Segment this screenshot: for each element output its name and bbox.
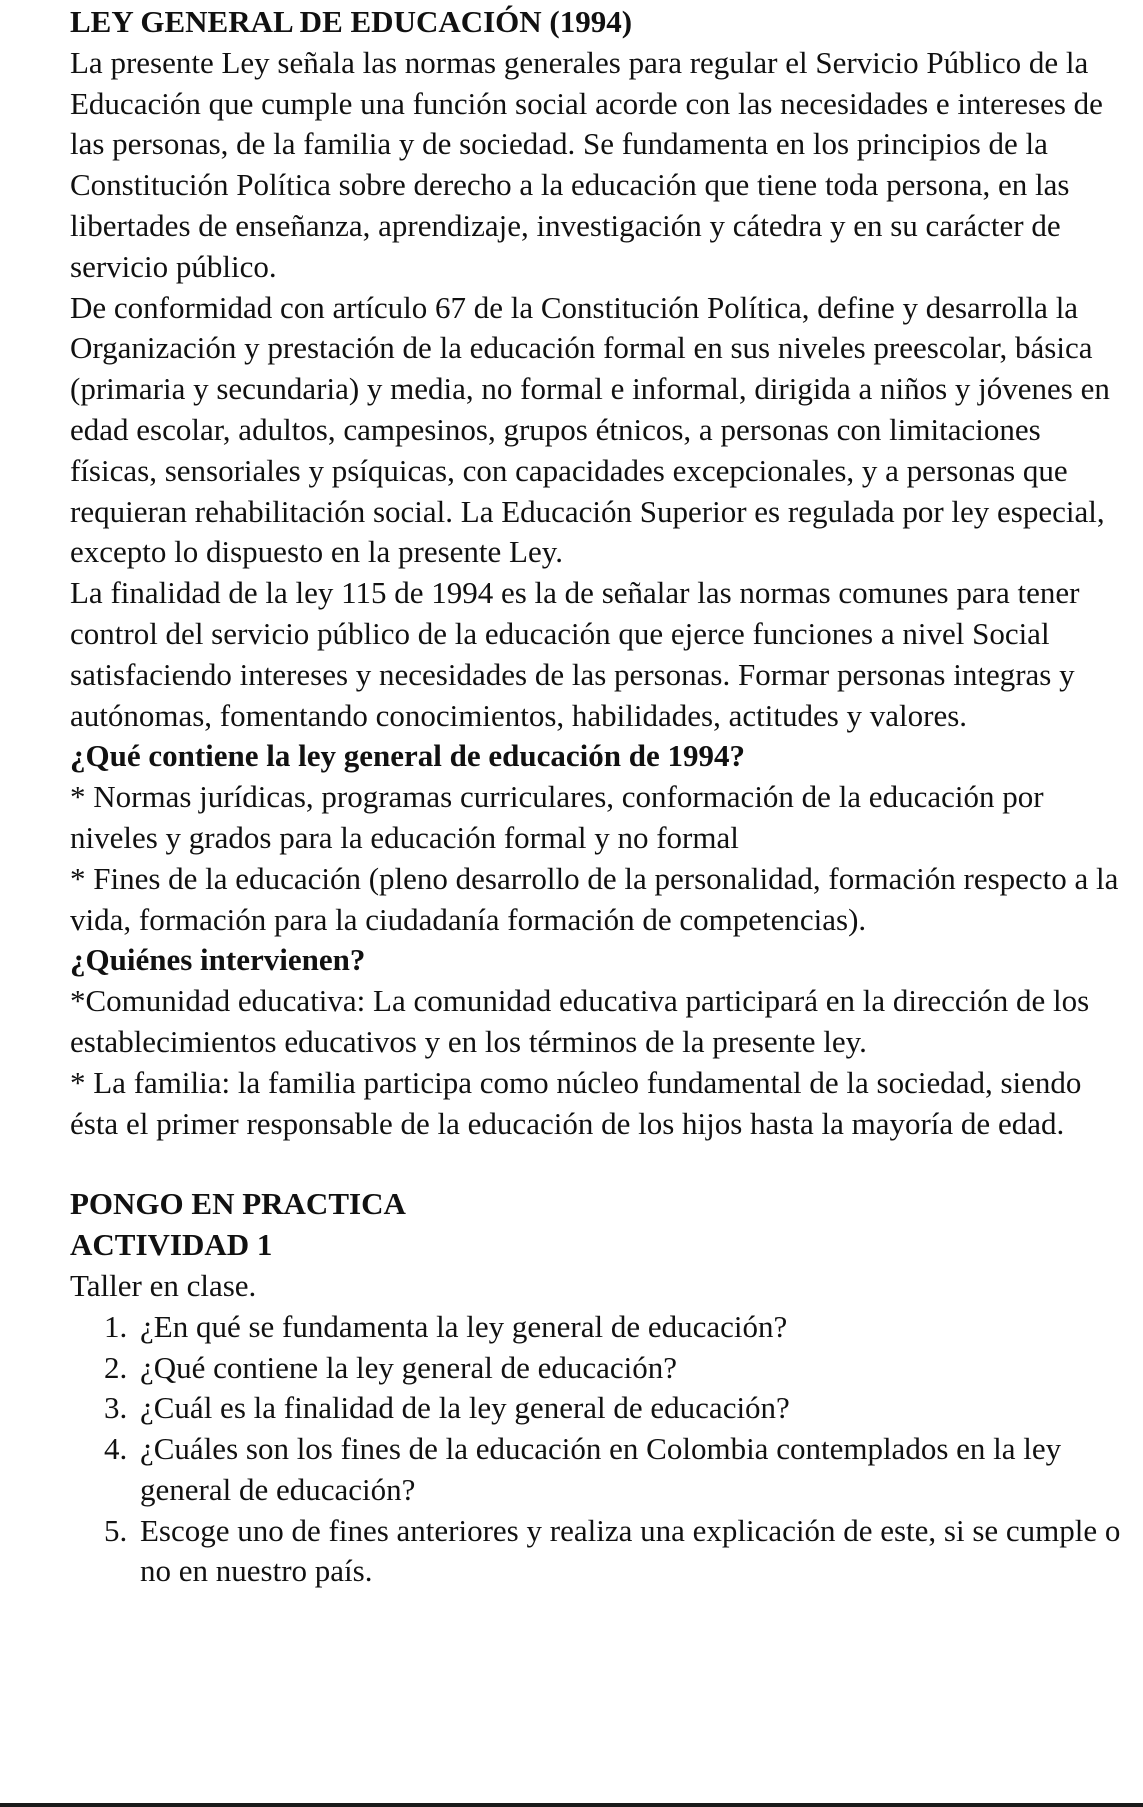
contents-heading: ¿Qué contiene la ley general de educación de 1994? xyxy=(70,738,746,774)
section-spacer xyxy=(70,1144,1130,1184)
question-text: ¿Cuál es la finalidad de la ley general de educación? xyxy=(140,1390,790,1426)
activity-heading: ACTIVIDAD 1 xyxy=(70,1227,273,1263)
intro-paragraph: La presente Ley señala las normas generales para regular el Servicio Público de la Educación que cumple una función social acorde con las necesidades e intereses de las personas, de la familia y de sociedad. Se fundamenta en los principios de la Constitución Política sobre derecho a la educación que tiene toda persona, en las libertades de enseñanza, aprendizaje, investigación y cátedra y en su carácter de servicio público. xyxy=(70,44,1103,284)
contents-item: * Fines de la educación (pleno desarrollo de la personalidad, formación respecto a la vida, formación para la ciudadanía formación de competencias). xyxy=(70,860,1119,937)
workshop-label: Taller en clase. xyxy=(70,1267,257,1303)
question-number: 4. xyxy=(104,1431,128,1467)
document-title: LEY GENERAL DE EDUCACIÓN (1994) xyxy=(70,4,633,39)
question-text: ¿Qué contiene la ley general de educación? xyxy=(140,1349,678,1385)
question-number: 3. xyxy=(104,1390,128,1426)
question-number: 5. xyxy=(104,1512,128,1548)
document-page xyxy=(70,2,1130,1592)
practice-heading: PONGO EN PRACTICA xyxy=(70,1186,406,1222)
question-text: ¿Cuáles son los fines de la educación en Colombia contemplados en la ley general de educación? xyxy=(140,1431,1062,1507)
purpose-paragraph: La finalidad de la ley 115 de 1994 es la de señalar las normas comunes para tener control del servicio público de la educación que ejerce funciones a nivel Social satisfaciendo intereses y necesidades de las personas. Formar personas integras y autónomas, fomentando conocimientos, habilidades, actitudes y valores. xyxy=(70,575,1080,733)
scope-paragraph: De conformidad con artículo 67 de la Constitución Política, define y desarrolla la Organización y prestación de la educación formal en sus niveles preescolar, básica (primaria y secundaria) y media, no formal e informal, dirigida a niños y jóvenes en edad escolar, adultos, campesinos, grupos étnicos, a personas con limitaciones físicas, sensoriales y psíquicas, con capacidades excepcionales, y a personas que requieran rehabilitación social. La Educación Superior es regulada por ley especial, excepto lo dispuesto en la presente Ley. xyxy=(70,289,1110,570)
question-number: 1. xyxy=(104,1308,128,1344)
question-item xyxy=(104,1388,1130,1429)
question-text: ¿En qué se fundamenta la ley general de educación? xyxy=(140,1308,788,1344)
page-bottom-rule xyxy=(0,1803,1143,1807)
contents-item: * Normas jurídicas, programas curriculares, conformación de la educación por niveles y grados para la educación formal y no formal xyxy=(70,779,1044,855)
participants-item: * La familia: la familia participa como núcleo fundamental de la sociedad, siendo ésta el primer responsable de la educación de los hijos hasta la mayoría de edad. xyxy=(70,1064,1082,1141)
participants-item: *Comunidad educativa: La comunidad educativa participará en la dirección de los establecimientos educativos y en los términos de la presente ley. xyxy=(70,983,1090,1059)
question-text: Escoge uno de fines anteriores y realiza una explicación de este, si se cumple o no en nuestro país. xyxy=(140,1512,1121,1589)
question-item xyxy=(104,1348,1130,1389)
question-item xyxy=(104,1511,1130,1593)
participants-heading: ¿Quiénes intervienen? xyxy=(70,942,366,978)
question-item xyxy=(104,1429,1130,1511)
question-item xyxy=(104,1307,1130,1348)
question-list xyxy=(70,1307,1130,1593)
question-number: 2. xyxy=(104,1349,128,1385)
